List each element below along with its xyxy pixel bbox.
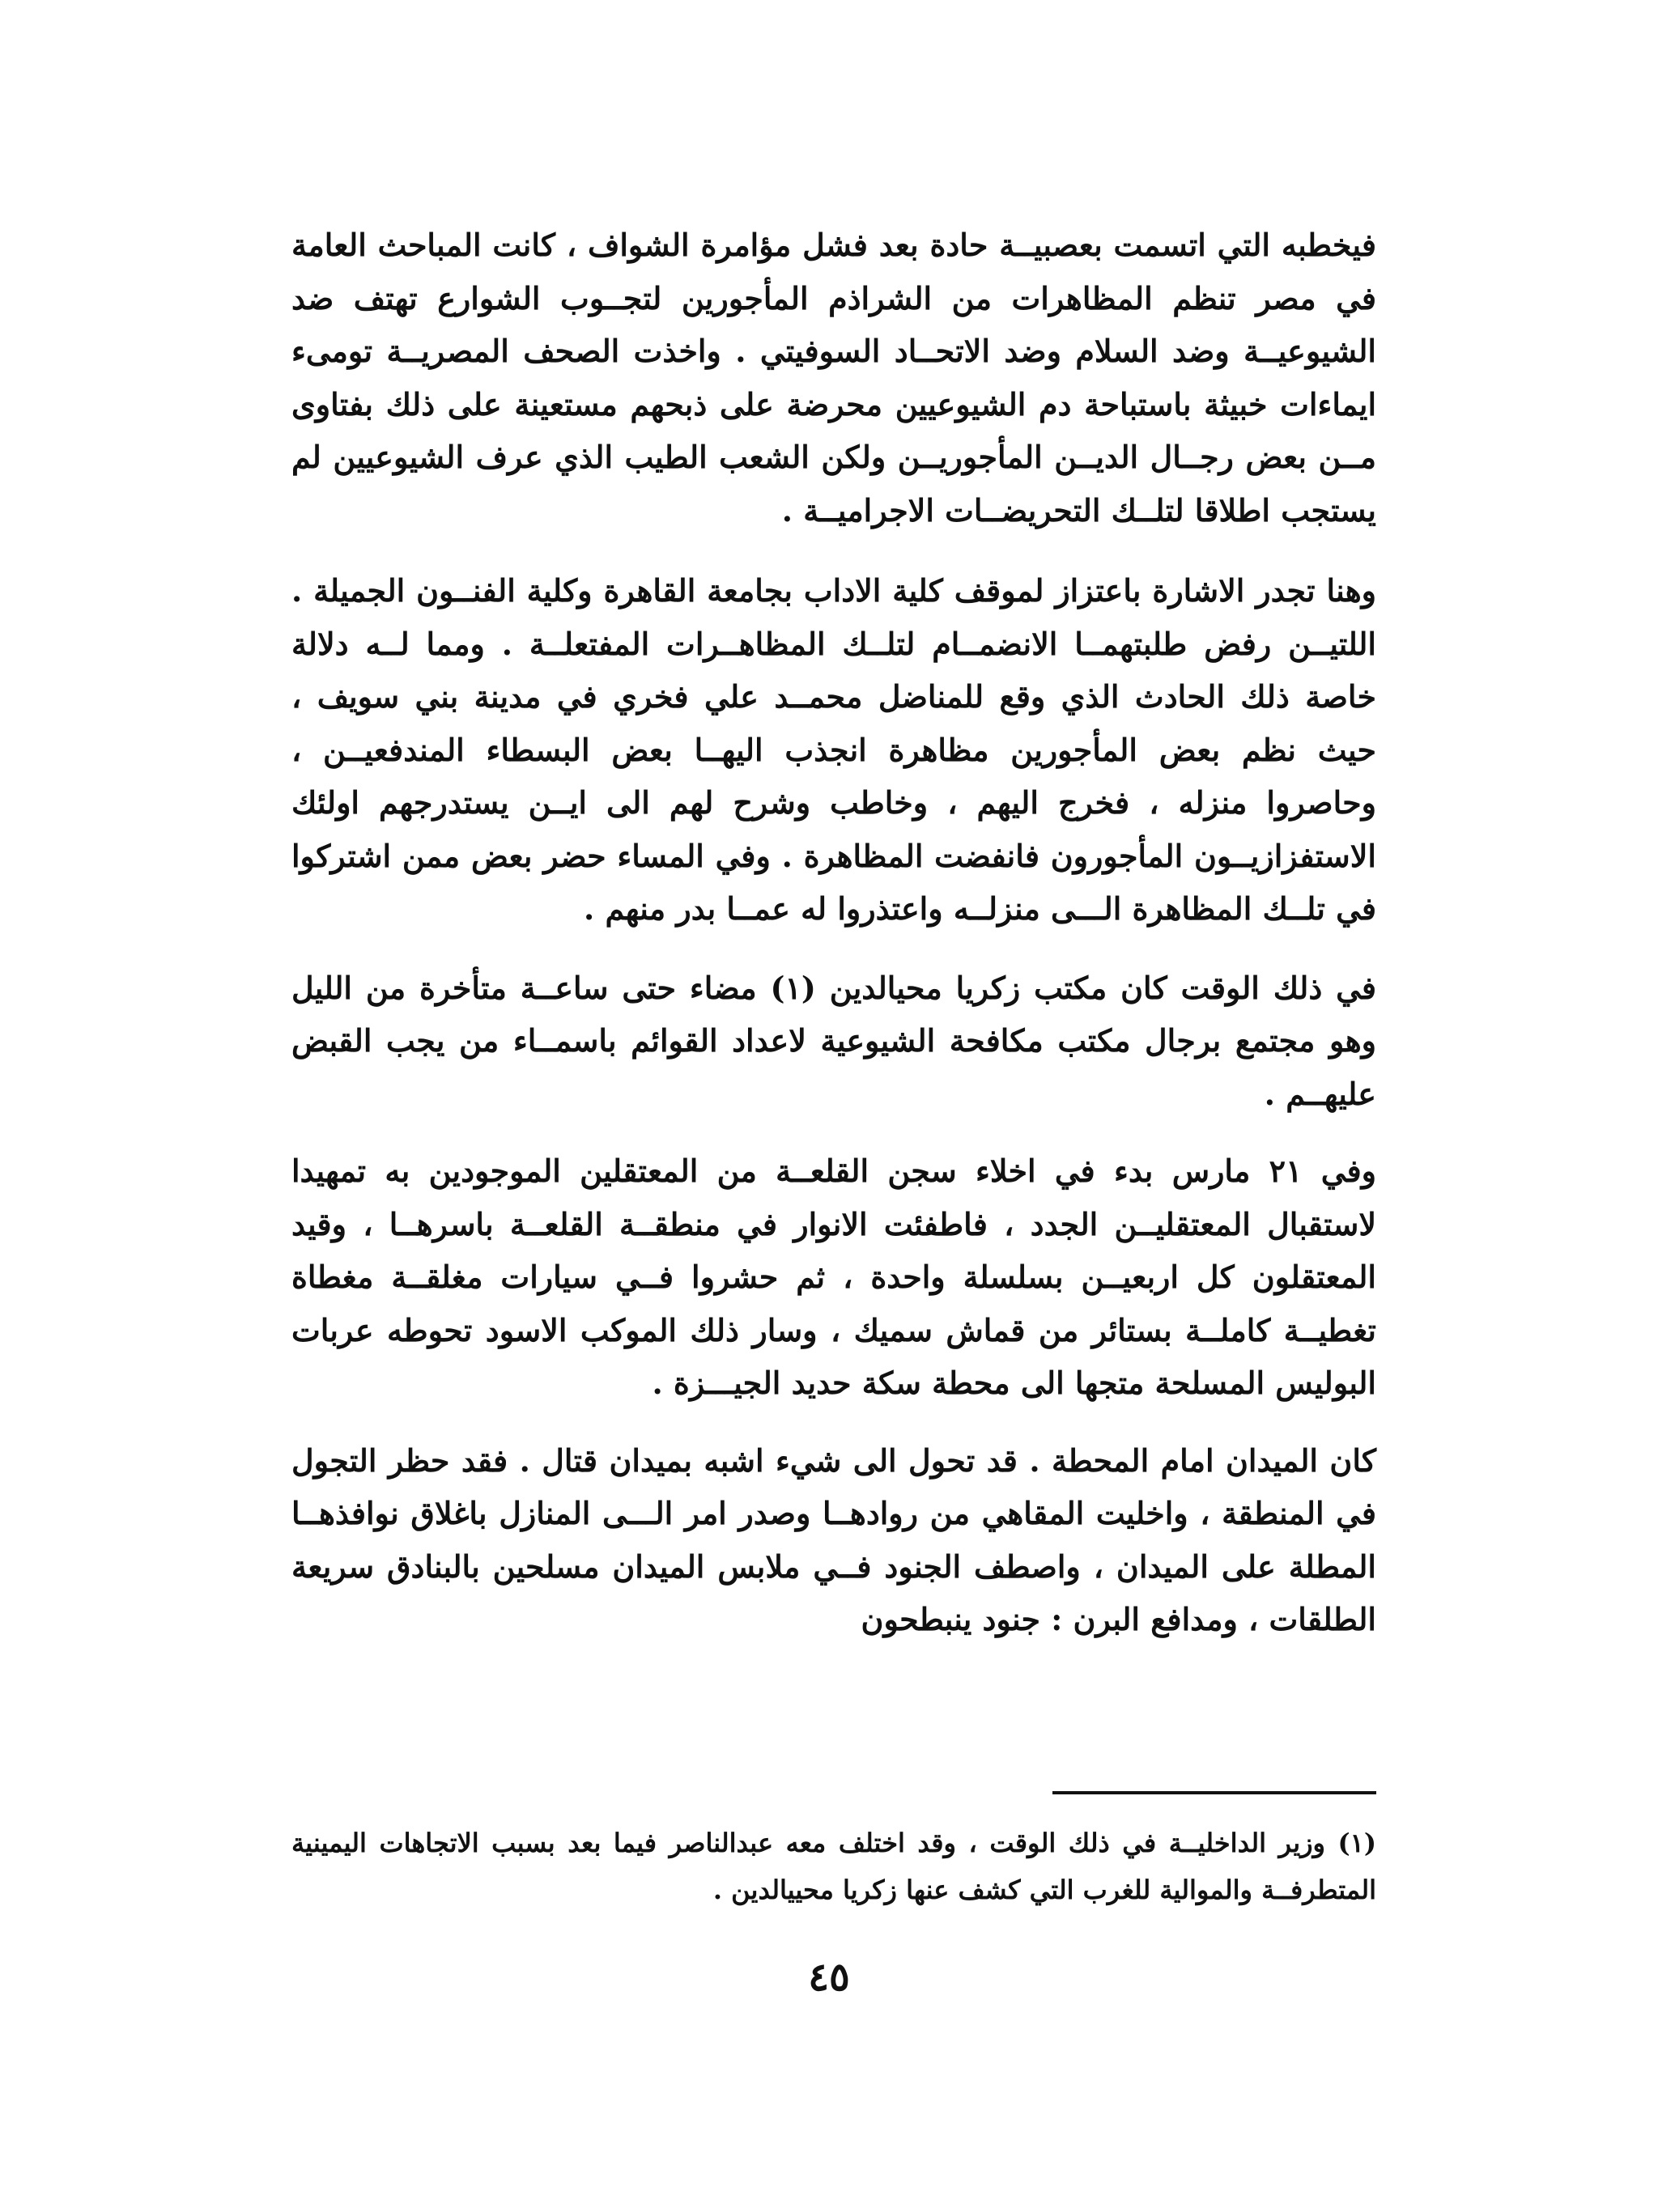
body-text: [291, 219, 1376, 1667]
paragraph-4: وفي ٢١ مارس بدء في اخلاء سجن القلعــة من المعتقلين الموجودين به تمهيدا لاستقبال المعتقليــن الجدد ، فاطفئت الانوار في منطقــة القلعــة باسرهــا ، وقيد المعتقلون كل اربعيــن بسلسلة واحدة ، ثم حشروا فــي سيارات مغلقــة مغطاة تغطيــة كاملــة بستائر من قماش سميك ، وسار ذلك الموكب الاسود تحوطه عربات البوليس المسلحة متجها الى محطة سكة حديد الجيـــزة .: [291, 1153, 1376, 1401]
paragraph-5: كان الميدان امام المحطة . قد تحول الى شيء اشبه بميدان قتال . فقد حظر التجول في المنطقة ، واخليت المقاهي من روادهــا وصدر امر الـــى المنازل باغلاق نوافذهــا المطلة على الميدان ، واصطف الجنود فــي ملابس الميدان مسلحين بالبنادق سريعة الطلقات ، ومدافع البرن : جنود ينبطحون: [291, 1441, 1376, 1637]
paragraph-2: وهنا تجدر الاشارة باعتزاز لموقف كلية الاداب بجامعة القاهرة وكلية الفنــون الجميلة . اللتيــن رفض طلبتهمــا الانضمــام لتلــك المظاهــرات المفتعلــة . ومما لــه دلالة خاصة ذلك الحادث الذي وقع للمناضل محمــد علي فخري في مدينة بني سويف ، حيث نظم بعض المأجورين مظاهرة انجذب اليهــا بعض البسطاء المندفعيــن ، وحاصروا منزله ، فخرج اليهم ، وخاطب وشرح لهم الى ايــن يستدرجهم اولئك الاستفزازيــون المأجورون فانفضت المظاهرة . وفي المساء حضر بعض ممن اشتركوا في تلــك المظاهرة الـــى منزلــه واعتذروا له عمــا بدر منهم .: [291, 572, 1376, 927]
footnote-separator: [1052, 1791, 1376, 1794]
footnote: (١) وزير الداخليــة في ذلك الوقت ، وقد اختلف معه عبدالناصر فيما بعد بسبب الاتجاهات اليمينية المتطرفــة والموالية للغرب التي كشف عنها زكريا محييالدين .: [291, 1828, 1376, 1905]
paragraph-3: في ذلك الوقت كان مكتب زكريا محيالدين (١) مضاء حتى ساعــة متأخرة من الليل وهو مجتمع برجال مكتب مكافحة الشيوعية لاعداد القوائم باسمــاء من يجب القبض عليهــم .: [291, 969, 1377, 1112]
page-number: ٤٥: [808, 1955, 850, 2000]
paragraph-1: فيخطبه التي اتسمت بعصبيــة حادة بعد فشل مؤامرة الشواف ، كانت المباحث العامة في مصر تنظم المظاهرات من الشراذم المأجورين لتجــوب الشوارع تهتف ضد الشيوعيــة وضد السلام وضد الاتحــاد السوفيتي . واخذت الصحف المصريــة تومىء ايماءات خبيثة باستباحة دم الشيوعيين محرضة على ذبحهم مستعينة على ذلك بفتاوى مــن بعض رجــال الديــن المأجوريــن ولكن الشعب الطيب الذي عرف الشيوعيين لم يستجب اطلاقا لتلــك التحريضــات الاجراميــة .: [291, 227, 1376, 529]
